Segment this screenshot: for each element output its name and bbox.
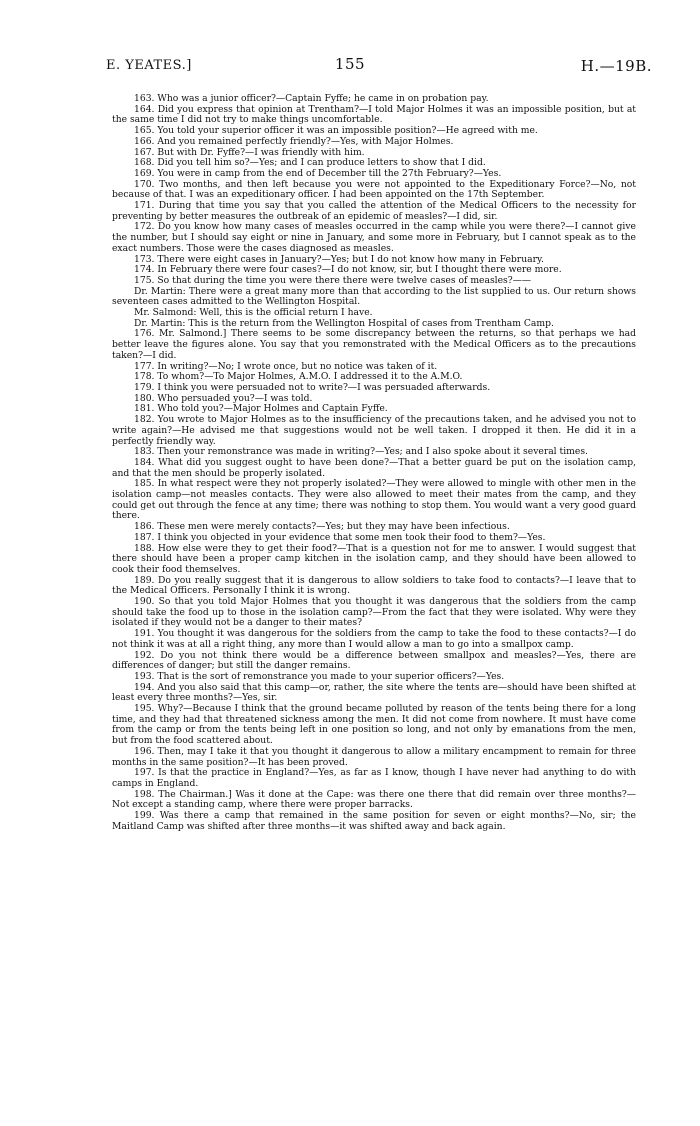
paragraph: 173. There were eight cases in January?—Yes; but I do not know how many in February. [134,253,544,265]
paragraph: 168. Did you tell him so?—Yes; and I can produce letters to show that I did. [134,157,486,169]
paragraph: 181. Who told you?—Major Holmes and Captain Fyffe. [134,403,388,415]
paragraph: 165. You told your superior officer it was an impossible position?—He agreed with me. [134,125,538,137]
paragraph: 177. In writing?—No; I wrote once, but no notice was taken of it. [134,360,438,372]
paragraph: 198. The Chairman.] Was it done at the Cape: was there one there that did remain over three months?—Not except a standing camp, where there were proper barracks. [112,788,636,811]
header-right: H.—19B. [580,57,652,75]
paragraph: 192. Do you not think there would be a difference between smallpox and measles?—Yes, there are differences of danger; but still the danger remains. [112,649,636,672]
paragraph: 182. You wrote to Major Holmes as to the insufficiency of the precautions taken, and he advised you not to write again?—He advised me that suggestions would not be well taken. I dropped it then. He did it in a perfectly friendly way. [112,414,636,447]
paragraph: 183. Then your remonstrance was made in writing?—Yes; and I also spoke about it several times. [134,446,588,458]
paragraph: 178. To whom?—To Major Holmes, A.M.O. I addressed it to the A.M.O. [134,371,463,383]
paragraph: 179. I think you were persuaded not to write?—I was persuaded afterwards. [134,381,491,393]
paragraph: 174. In February there were four cases?—I do not know, sir, but I thought there were more. [134,264,562,276]
paragraph: 191. You thought it was dangerous for the soldiers from the camp to take the food to these contacts?—I do not think it was at all a right thing, any more than I would allow a man to go into a smallpox camp. [112,628,636,650]
paragraph: 186. These men were merely contacts?—Yes; but they may have been infectious. [134,521,510,533]
paragraph: 184. What did you suggest ought to have been done?—That a better guard be put on the isolation camp, and that the men should be properly isolated. [112,456,636,479]
page-number: 155 [334,55,366,73]
paragraph: 167. But with Dr. Fyffe?—I was friendly with him. [134,146,365,158]
paragraph: 193. That is the sort of remonstrance you made to your superior officers?—Yes. [134,670,505,682]
paragraph: Dr. Martin: This is the return from the Wellington Hospital of cases from Trentham Camp. [134,317,554,329]
transcript-body [112,94,636,833]
paragraph: 190. So that you told Major Holmes that you thought it was dangerous that the soldiers from the camp should take the food up to those in the isolation camp?—From the fact that they were isolated. Why were they isolated if they would not be a danger to their mates? [112,596,636,629]
paragraph: Mr. Salmond: Well, this is the official return I have. [134,307,373,319]
paragraph: 176. Mr. Salmond.] There seems to be some discrepancy between the returns, so that perhaps we had better leave the figures alone. You say that you remonstrated with the Medical Officers as to the precautions taken?—I did. [112,328,636,361]
paragraph: 195. Why?—Because I think that the ground became polluted by reason of the tents being there for a long time, and they had that threatened sickness among the men. It did not come from nowhere. It must have come from the camp or from the tents being left in one position so long, and not only by emanations from the men, but from the food scattered about. [112,703,636,747]
paragraph: 170. Two months, and then left because you were not appointed to the Expeditionary Force?—No, not because of that. I was an expeditionary officer. I had been appointed on the 17th September. [112,178,636,201]
paragraph: 187. I think you objected in your evidence that some men took their food to them?—Yes. [134,531,546,543]
paragraph: 199. Was there a camp that remained in the same position for seven or eight months?—No, sir; the Maitland Camp was shifted after three months—it was shifted away and back again. [112,810,636,832]
paragraph: 188. How else were they to get their food?—That is a question not for me to answer. I would suggest that there should have been a proper camp kitchen in the isolation camp, and they should have been allowed to cook their food themselves. [112,542,636,575]
header-left: E. YEATES.] [106,58,192,73]
paragraph: 185. In what respect were they not properly isolated?—They were allowed to mingle with other men in the isolation camp—not measles contacts. They were also allowed to meet their mates from the camp, and they could get out through the fence at any time; there was nothing to stop them. You would want a very good guard there. [112,478,636,522]
paragraph: 166. And you remained perfectly friendly?—Yes, with Major Holmes. [134,135,454,147]
paragraph: 163. Who was a junior officer?—Captain Fyffe; he came in on probation pay. [134,93,489,104]
paragraph: 171. During that time you say that you called the attention of the Medical Officers to the necessity for preventing by better measures the outbreak of an epidemic of measles?—I did, sir. [112,200,636,222]
paragraph: 164. Did you express that opinion at Trentham?—I told Major Holmes it was an impossible position, but at the same time I did not try to make things uncomfortable. [112,103,636,126]
paragraph: 197. Is that the practice in England?—Yes, as far as I know, though I have never had anything to do with camps in England. [112,767,636,789]
paragraph: 180. Who persuaded you?—I was told. [134,392,313,404]
paragraph: 196. Then, may I take it that you thought it dangerous to allow a military encampment to remain for three months in the same position?—It has been proved. [112,745,636,768]
paragraph: 172. Do you know how many cases of measles occurred in the camp while you were there?—I cannot give the number, but I should say eight or nine in January, and some more in February, but I cannot speak as to the exact numbers. Those were the cases diagnosed as measles. [112,221,636,254]
paragraph: 169. You were in camp from the end of December till the 27th February?—Yes. [134,167,502,179]
paragraph: 175. So that during the time you were there there were twelve cases of measles?—— [134,274,532,286]
paragraph: 189. Do you really suggest that it is dangerous to allow soldiers to take food to contacts?—I leave that to the Medical Officers. Personally I think it is wrong. [112,574,636,597]
paragraph: 194. And you also said that this camp—or, rather, the site where the tents are—should have been shifted at least every three months?—Yes, sir. [112,681,636,704]
paragraph: Dr. Martin: There were a great many more than that according to the list supplied to us. Our return shows seventeen cases admitted to the Wellington Hospital. [112,285,636,308]
